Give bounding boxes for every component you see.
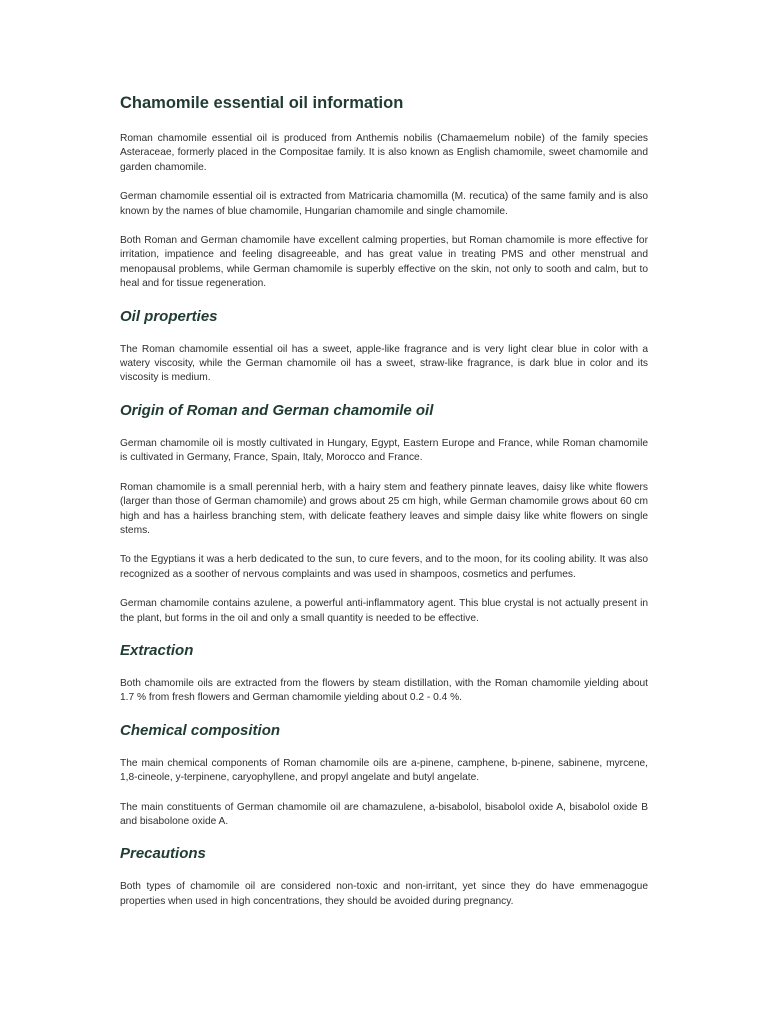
section-extraction <box>120 641 648 706</box>
intro-paragraph: Both Roman and German chamomile have excellent calming properties, but Roman chamomile is more effective for irritation, impatience and feeling disagreeable, and has great value in treating PMS and other menstrual and menopausal problems, while German chamomile is superbly effective on the skin, not only to sooth and calm, but to heal and for tissue regeneration. <box>120 235 648 290</box>
section-paragraph: The main constituents of German chamomile oil are chamazulene, a-bisabolol, bisabolol oxide A, bisabolol oxide B and bisabolone oxide A. <box>120 801 648 827</box>
section-paragraph: German chamomile oil is mostly cultivated in Hungary, Egypt, Eastern Europe and France, while Roman chamomile is cultivated in Germany, France, Spain, Italy, Morocco and France. <box>120 437 648 464</box>
section-heading: Extraction <box>120 641 194 659</box>
section-paragraph: The Roman chamomile essential oil has a sweet, apple-like fragrance and is very light clear blue in color with a watery viscosity, while the German chamomile oil has a sweet, straw-like fragrance, is dark blue in color and its viscosity is medium. <box>120 343 648 384</box>
intro-paragraph: Roman chamomile essential oil is produced from Anthemis nobilis (Chamaemelum nobile) of the family species Asteraceae, formerly placed in the Compositae family. It is also known as English chamomile, sweet chamomile and garden chamomile. <box>120 133 648 173</box>
section-paragraph: German chamomile contains azulene, a powerful anti-inflammatory agent. This blue crystal is not actually present in the plant, but forms in the oil and only a small quantity is needed to be effective. <box>120 598 648 624</box>
section-chemical-composition <box>120 721 648 830</box>
section-precautions <box>120 844 648 909</box>
section-origin <box>120 401 648 626</box>
section-heading: Chemical composition <box>120 721 281 739</box>
section-paragraph: Both chamomile oils are extracted from the flowers by steam distillation, with the Roman chamomile yielding about 1.7 % from fresh flowers and German chamomile yielding about 0.2 - 0.4 %. <box>120 677 648 704</box>
section-heading: Oil properties <box>120 307 218 325</box>
section-paragraph: Roman chamomile is a small perennial herb, with a hairy stem and feathery pinnate leaves, daisy like white flowers (larger than those of German chamomile) and grows about 25 cm high, while German chamomile grows about 60 cm high and has a hairless branching stem, with delicate feathery leaves and simple daisy like white flowers on single stems. <box>120 481 648 536</box>
section-oil-properties <box>120 307 648 386</box>
intro-paragraph: German chamomile essential oil is extracted from Matricaria chamomilla (M. recutica) of the same family and is also known by the names of blue chamomile, Hungarian chamomile and single chamomile. <box>120 191 648 217</box>
section-paragraph: Both types of chamomile oil are considered non-toxic and non-irritant, yet since they do have emmenagogue properties when used in high concentrations, they should be avoided during pregnancy. <box>120 881 648 907</box>
section-paragraph: To the Egyptians it was a herb dedicated to the sun, to cure fevers, and to the moon, for its cooling ability. It was also recognized as a soother of nervous complaints and was used in shampoos, cosmetics and perfumes. <box>120 554 648 580</box>
section-heading: Origin of Roman and German chamomile oil <box>120 401 434 419</box>
section-paragraph: The main chemical components of Roman chamomile oils are a-pinene, camphene, b-pinene, sabinene, myrcene, 1,8-cineole, y-terpinene, caryophyllene, and propyl angelate and butyl angelate. <box>120 757 648 784</box>
document-page <box>120 92 648 924</box>
document-title: Chamomile essential oil information <box>120 94 404 112</box>
section-heading: Precautions <box>120 845 206 863</box>
